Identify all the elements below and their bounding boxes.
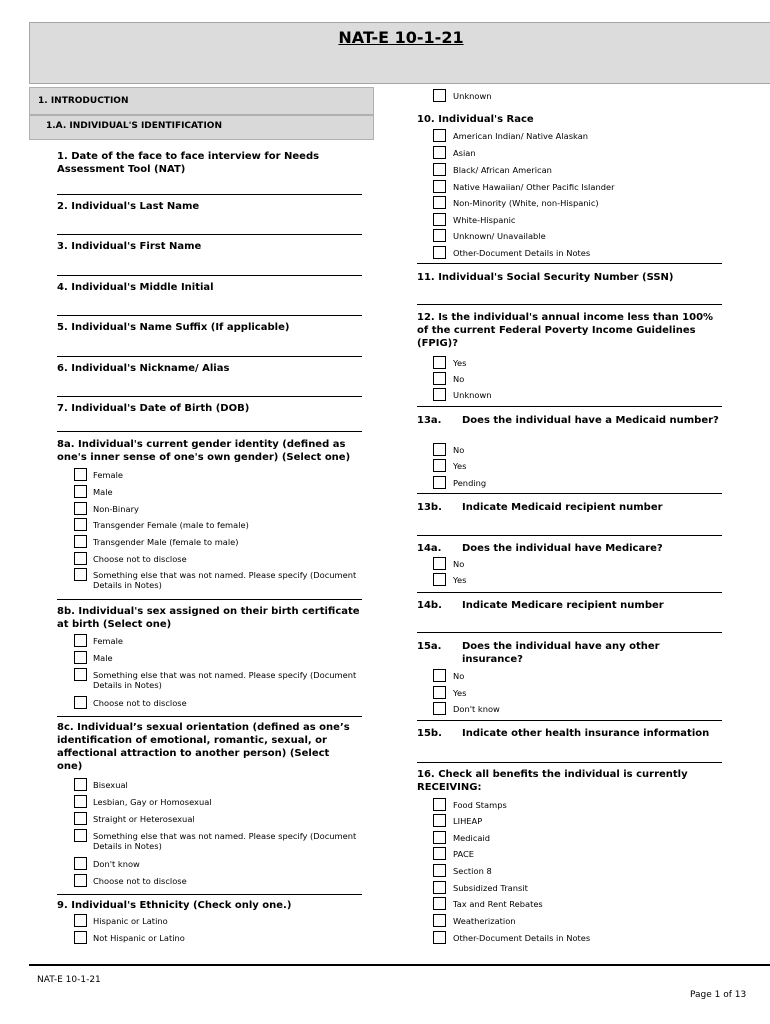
q16-option-label: Section 8 [453, 866, 492, 876]
section-introduction: 1. INTRODUCTION [29, 87, 374, 115]
divider [417, 592, 722, 593]
q13a-option-label: Yes [453, 461, 467, 471]
q8c-label: 8c. Individual’s sexual orientation (defined as one’s identification of emotional, romantic, sexual, or affectional attraction to another person) (Select one) [57, 722, 350, 772]
q9cont-option-checkbox[interactable] [433, 89, 446, 102]
q15a-option-checkbox[interactable] [433, 669, 446, 682]
q9cont-option-label: Unknown [453, 91, 492, 101]
q14a-option-label: Yes [453, 575, 467, 585]
q16-option-checkbox[interactable] [433, 831, 446, 844]
q8b-option-checkbox[interactable] [74, 634, 87, 647]
q8a-option-label: Something else that was not named. Please specify (Document Details in Notes) [93, 570, 357, 590]
q8c-option-label: Something else that was not named. Please specify (Document Details in Notes) [93, 831, 357, 851]
q8b-option-checkbox[interactable] [74, 696, 87, 709]
q13b-number: 13b. [417, 502, 442, 513]
q12-option-label: Unknown [453, 390, 492, 400]
q8c-option-label: Don't know [93, 859, 140, 869]
q16-option-checkbox[interactable] [433, 798, 446, 811]
q9-option-label: Not Hispanic or Latino [93, 933, 185, 943]
q16-option-label: LIHEAP [453, 816, 483, 826]
q10-label: 10. Individual's Race [417, 114, 534, 125]
q15a-number: 15a. [417, 641, 442, 652]
q8a-option-label: Non-Binary [93, 504, 139, 514]
divider [417, 632, 722, 633]
q13a-option-checkbox[interactable] [433, 459, 446, 472]
q14a-option-checkbox[interactable] [433, 573, 446, 586]
q13a-label: Does the individual have a Medicaid number? [462, 415, 719, 426]
q16-option-checkbox[interactable] [433, 881, 446, 894]
q10-option-label: Asian [453, 148, 476, 158]
q8a-option-label: Female [93, 470, 123, 480]
q8c-option-checkbox[interactable] [74, 812, 87, 825]
q10-option-checkbox[interactable] [433, 196, 446, 209]
q9-option-label: Hispanic or Latino [93, 916, 168, 926]
q15b-label: Indicate other health insurance information [462, 728, 710, 739]
q4-label: 4. Individual's Middle Initial [57, 282, 214, 293]
q12-option-checkbox[interactable] [433, 356, 446, 369]
q8c-option-label: Straight or Heterosexual [93, 814, 195, 824]
q8c-option-checkbox[interactable] [74, 829, 87, 842]
divider [57, 315, 362, 316]
q8a-label: 8a. Individual's current gender identity (defined as one's inner sense of one's own gender) (Select one) [57, 439, 351, 463]
q8b-option-label: Something else that was not named. Please specify (Document Details in Notes) [93, 670, 357, 690]
divider [417, 304, 722, 305]
footer-page-number: Page 1 of 13 [690, 990, 747, 1000]
q9-label: 9. Individual's Ethnicity (Check only one.) [57, 900, 292, 911]
q16-option-label: Other-Document Details in Notes [453, 933, 591, 943]
q8a-option-checkbox[interactable] [74, 485, 87, 498]
q16-option-label: Tax and Rent Rebates [453, 899, 543, 909]
q8a-option-checkbox[interactable] [74, 468, 87, 481]
q10-option-label: Other-Document Details in Notes [453, 248, 591, 258]
q8c-option-checkbox[interactable] [74, 795, 87, 808]
q8c-option-checkbox[interactable] [74, 874, 87, 887]
q16-option-checkbox[interactable] [433, 914, 446, 927]
q8c-option-label: Lesbian, Gay or Homosexual [93, 797, 212, 807]
q8b-label: 8b. Individual's sex assigned on their birth certificate at birth (Select one) [57, 606, 360, 630]
footer-form-id: NAT-E 10-1-21 [37, 975, 101, 985]
q16-option-label: PACE [453, 849, 475, 859]
q15a-label: Does the individual have any other insurance? [462, 641, 660, 665]
q13a-option-label: No [453, 445, 465, 455]
q14a-option-label: No [453, 559, 465, 569]
q10-option-checkbox[interactable] [433, 146, 446, 159]
q8a-option-checkbox[interactable] [74, 502, 87, 515]
q16-option-checkbox[interactable] [433, 864, 446, 877]
q14a-label: Does the individual have Medicare? [462, 543, 663, 554]
q10-option-label: Non-Minority (White, non-Hispanic) [453, 198, 599, 208]
q8a-option-checkbox[interactable] [74, 535, 87, 548]
q10-option-label: Unknown/ Unavailable [453, 231, 546, 241]
q8a-option-label: Transgender Male (female to male) [93, 537, 239, 547]
q5-label: 5. Individual's Name Suffix (If applicable) [57, 322, 290, 333]
divider [417, 535, 722, 536]
q15b-number: 15b. [417, 728, 442, 739]
divider [57, 894, 362, 895]
q10-option-label: Native Hawaiian/ Other Pacific Islander [453, 182, 615, 192]
q8b-option-label: Female [93, 636, 123, 646]
divider [57, 194, 362, 195]
section-identification: 1.A. INDIVIDUAL'S IDENTIFICATION [29, 115, 374, 140]
q16-option-label: Weatherization [453, 916, 516, 926]
divider [417, 762, 722, 763]
q8a-option-checkbox[interactable] [74, 552, 87, 565]
divider [57, 396, 362, 397]
q11-label: 11. Individual's Social Security Number (SSN) [417, 272, 674, 283]
divider [417, 406, 722, 407]
q10-option-checkbox[interactable] [433, 213, 446, 226]
q13a-option-checkbox[interactable] [433, 476, 446, 489]
divider [57, 234, 362, 235]
q10-option-checkbox[interactable] [433, 163, 446, 176]
q8c-option-label: Bisexual [93, 780, 128, 790]
q7-label: 7. Individual's Date of Birth (DOB) [57, 403, 250, 414]
q16-label: 16. Check all benefits the individual is currently RECEIVING: [417, 769, 688, 793]
q8b-option-checkbox[interactable] [74, 668, 87, 681]
divider [57, 275, 362, 276]
q10-option-label: Black/ African American [453, 165, 552, 175]
divider [417, 263, 722, 264]
q10-option-label: American Indian/ Native Alaskan [453, 131, 589, 141]
q8c-option-label: Choose not to disclose [93, 876, 187, 886]
q8b-option-label: Choose not to disclose [93, 698, 187, 708]
q10-option-checkbox[interactable] [433, 180, 446, 193]
q12-option-checkbox[interactable] [433, 388, 446, 401]
q10-option-checkbox[interactable] [433, 129, 446, 142]
q10-option-label: White-Hispanic [453, 215, 516, 225]
q8a-option-checkbox[interactable] [74, 568, 87, 581]
q16-option-checkbox[interactable] [433, 897, 446, 910]
q16-option-label: Food Stamps [453, 800, 507, 810]
q9-option-checkbox[interactable] [74, 914, 87, 927]
q3-label: 3. Individual's First Name [57, 241, 202, 252]
divider [57, 431, 362, 432]
q15a-option-label: Yes [453, 688, 467, 698]
q15a-option-label: Don't know [453, 704, 500, 714]
page-title: NAT-E 10-1-21 [338, 28, 464, 47]
q16-option-label: Medicaid [453, 833, 491, 843]
q14b-label: Indicate Medicare recipient number [462, 600, 664, 611]
q2-label: 2. Individual's Last Name [57, 201, 200, 212]
q8a-option-label: Choose not to disclose [93, 554, 187, 564]
divider [57, 716, 362, 717]
q13b-label: Indicate Medicaid recipient number [462, 502, 663, 513]
q12-option-label: Yes [453, 358, 467, 368]
divider [57, 356, 362, 357]
q8a-option-label: Transgender Female (male to female) [93, 520, 249, 530]
q15a-option-checkbox[interactable] [433, 702, 446, 715]
q10-option-checkbox[interactable] [433, 246, 446, 259]
q14a-option-checkbox[interactable] [433, 557, 446, 570]
divider [417, 493, 722, 494]
footer-divider [29, 964, 770, 966]
q10-option-checkbox[interactable] [433, 229, 446, 242]
q16-option-checkbox[interactable] [433, 931, 446, 944]
q8b-option-label: Male [93, 653, 113, 663]
divider [57, 599, 362, 600]
q16-option-label: Subsidized Transit [453, 883, 528, 893]
q6-label: 6. Individual's Nickname/ Alias [57, 363, 230, 374]
divider [417, 720, 722, 721]
q14b-number: 14b. [417, 600, 442, 611]
q13a-option-label: Pending [453, 478, 487, 488]
q12-option-label: No [453, 374, 465, 384]
q16-option-checkbox[interactable] [433, 847, 446, 860]
q15a-option-label: No [453, 671, 465, 681]
q12-option-checkbox[interactable] [433, 372, 446, 385]
title-banner [29, 22, 770, 84]
q8a-option-label: Male [93, 487, 113, 497]
q8c-option-checkbox[interactable] [74, 778, 87, 791]
q15a-option-checkbox[interactable] [433, 686, 446, 699]
q13a-number: 13a. [417, 415, 442, 426]
q8b-option-checkbox[interactable] [74, 651, 87, 664]
q12-label: 12. Is the individual's annual income less than 100% of the current Federal Poverty Income Guidelines (FPIG)? [417, 312, 714, 349]
q13a-option-checkbox[interactable] [433, 443, 446, 456]
q14a-number: 14a. [417, 543, 442, 554]
q8a-option-checkbox[interactable] [74, 518, 87, 531]
q8c-option-checkbox[interactable] [74, 857, 87, 870]
q16-option-checkbox[interactable] [433, 814, 446, 827]
q9-option-checkbox[interactable] [74, 931, 87, 944]
q1-label: 1. Date of the face to face interview for Needs Assessment Tool (NAT) [57, 151, 320, 175]
